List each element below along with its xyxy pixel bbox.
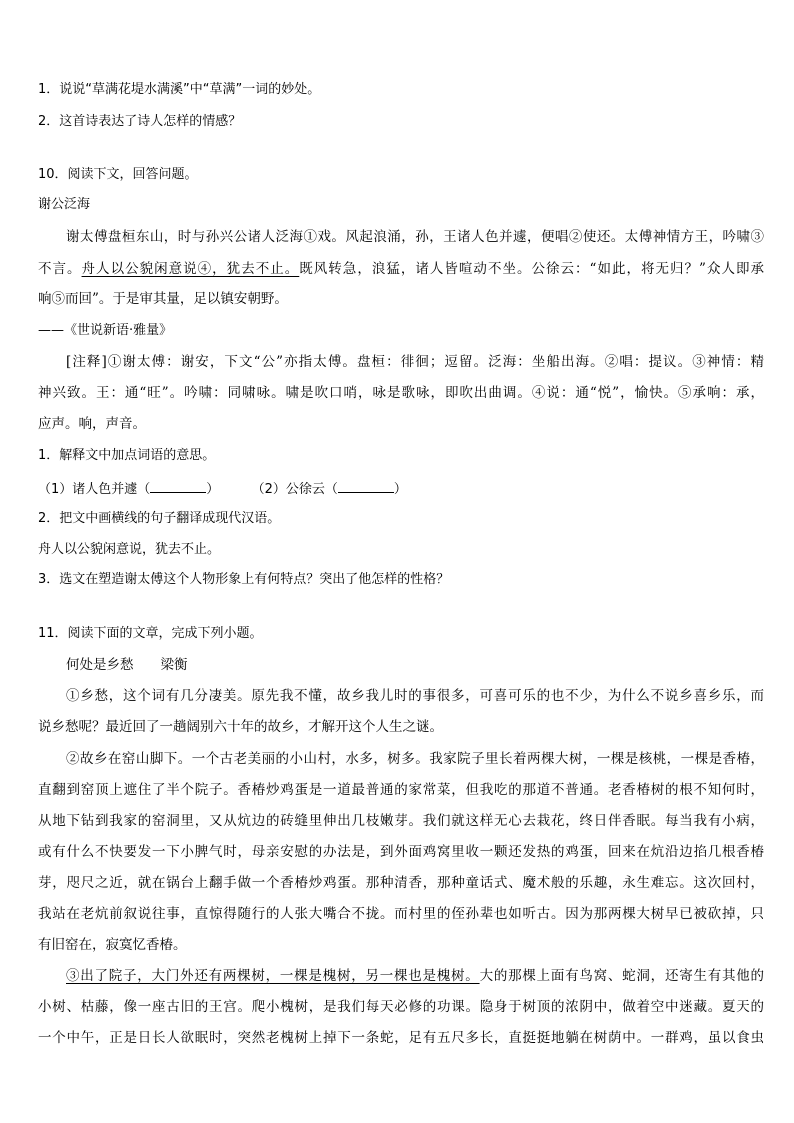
q11-passage-line: 有旧窑在，寂寞忆香椿。 [38, 937, 187, 953]
q11-passage-text: 大的那棵上面有鸟窝、蛇洞，还寄生有其他的 [479, 968, 765, 984]
q10-passage-text: 既风转急，浪猛，诸人皆喧动不坐。公徐云：“如此，将无归？”众人即承 [299, 261, 765, 277]
answer-blank-1[interactable] [150, 478, 206, 493]
q10-passage-line: 响⑤而回”。于是审其量，足以镇安朝野。 [38, 291, 288, 307]
q10-subquestion-1: 1．解释文中加点词语的意思。 [38, 448, 216, 463]
q10-subquestion-2: 2．把文中画横线的句子翻译成现代汉语。 [38, 511, 281, 526]
q10-notes-line: [注释]①谢太傅：谢安，下文“公”亦指太傅。盘桓：徘徊；逗留。泛海：坐船出海。②唱：提议。③神情：精 [66, 354, 764, 370]
q11-passage-line: 或有什么不快要发一下小脾气时，母亲安慰的办法是，到外面鸡窝里收一颗还发热的鸡蛋，回来在炕沿边掐几根香椿 [38, 844, 764, 860]
q11-passage-line: 说乡愁呢？最近回了一趟阔别六十年的故乡，才解开这个人生之谜。 [38, 719, 443, 735]
q11-passage-line: 我站在老炕前叙说往事，直惊得随行的人张大嘴合不拢。而村里的侄孙辈也如听古。因为那两棵大树早已被砍掉，只 [38, 906, 764, 922]
q9-subquestion-2: 2．这首诗表达了诗人怎样的情感？ [38, 114, 242, 129]
q11-passage-line [66, 966, 764, 986]
q11-passage-line: ②故乡在窑山脚下。一个古老美丽的小山村，水多，树多。我家院子里长着两棵大树，一棵是核桃，一棵是香椿， [66, 751, 764, 767]
q10-item-2-label: （2）公徐云（ [251, 482, 338, 497]
q10-item-1-label: （1）诸人色并遽（ [38, 482, 151, 497]
q10-item-1-close: ） [206, 482, 220, 497]
q10-subquestion-3: 3．选文在塑造谢太傅这个人物形象上有何特点？突出了他怎样的性格？ [38, 572, 450, 587]
q10-subquestion-1-items [38, 478, 764, 500]
q11-underlined-sentence: ③出了院子，大门外还有两棵树，一棵是槐树，另一棵也是槐树。 [66, 968, 480, 984]
q11-passage-line: 从地下钻到我家的窑洞里，又从炕边的砖缝里伸出几枝嫩芽。我们就这样无心去栽花，终日伴香眠。每当我有小病， [38, 813, 764, 829]
q10-underlined-sentence: 舟人以公貌闲意说④，犹去不止。 [81, 261, 300, 277]
q11-passage-line: 小树、枯藤，像一座古旧的王宫。爬小槐树，是我们每天必修的功课。隐身于树顶的浓阴中，做着空中迷藏。夏天的 [38, 999, 764, 1015]
q10-passage-text: 不言。 [38, 261, 82, 277]
q10-notes-line: 应声。响，声音。 [38, 416, 146, 432]
q11-passage-title: 何处是乡愁 梁衡 [66, 657, 188, 673]
q9-subquestion-1: 1．说说“草满花堤水满溪”中“草满”一词的妙处。 [38, 82, 321, 97]
q10-item-2-close: ） [393, 482, 407, 497]
q10-source: ——《世说新语·雅量》 [38, 323, 173, 338]
q10-passage-title: 谢公泛海 [38, 197, 91, 212]
q11-passage-line: ①乡愁，这个词有几分凄美。原先我不懂，故乡我儿时的事很多，可喜可乐的也不少，为什么不说乡喜乡乐，而 [66, 688, 764, 704]
q11-heading: 11．阅读下面的文章，完成下列小题。 [38, 626, 263, 641]
answer-blank-2[interactable] [338, 478, 394, 493]
q10-passage-line [38, 259, 764, 279]
q11-passage-line: 直翻到窑顶上遮住了半个院子。香椿炒鸡蛋是一道最普通的家常菜，但我吃的那道不普通。老香椿树的根不知何时， [38, 782, 764, 798]
q11-passage-line: 一个中午，正是日长人欲眠时，突然老槐树上掉下一条蛇，足有五尺多长，直挺挺地躺在树荫中。一群鸡，虽以食虫 [38, 1030, 764, 1046]
q11-passage-line: 芽，咫尺之近，就在锅台上翻手做一个香椿炒鸡蛋。那种清香，那种童话式、魔术般的乐趣，永生难忘。这次回村， [38, 875, 764, 891]
q10-subquestion-2-sentence: 舟人以公貌闲意说，犹去不止。 [38, 542, 221, 557]
q10-heading: 10．阅读下文，回答问题。 [38, 167, 198, 182]
q10-notes-line: 神兴致。王：通“旺”。吟啸：同啸咏。啸是吹口哨，咏是歌咏，即吹出曲调。④说：通“悦”，愉快。⑤承响：承， [38, 385, 764, 401]
q10-passage-line: 谢太傅盘桓东山，时与孙兴公诸人泛海①戏。风起浪涌，孙，王诸人色并遽，便唱②使还。太傅神情方王，吟啸③ [66, 229, 764, 245]
